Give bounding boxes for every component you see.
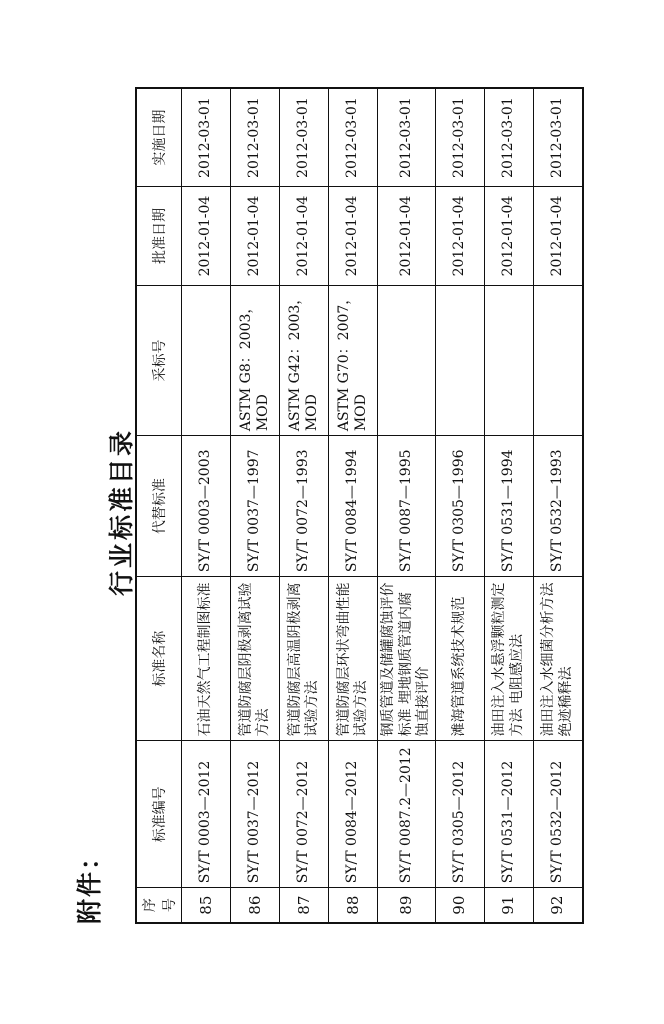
cell-adopted: ASTM G8：2003，MOD xyxy=(231,285,280,435)
cell-effective: 2012-03-01 xyxy=(533,88,583,187)
header-code: 标准编号 xyxy=(136,741,182,888)
cell-effective: 2012-03-01 xyxy=(484,88,533,187)
header-name: 标准名称 xyxy=(136,577,182,741)
cell-seq: 85 xyxy=(182,888,231,923)
cell-code: SY/T 0531—2012 xyxy=(484,741,533,888)
cell-name: 管道防腐层高温阴极剥离试验方法 xyxy=(280,577,329,741)
header-seq: 序号 xyxy=(136,888,182,923)
cell-adopted xyxy=(435,285,484,435)
cell-approval: 2012-01-04 xyxy=(231,187,280,286)
cell-adopted xyxy=(484,285,533,435)
cell-adopted xyxy=(533,285,583,435)
cell-effective: 2012-03-01 xyxy=(231,88,280,187)
table-row xyxy=(280,88,329,923)
cell-adopted: ASTM G70：2007，MOD xyxy=(329,285,378,435)
header-approval-date: 批准日期 xyxy=(136,187,182,286)
cell-seq: 91 xyxy=(484,888,533,923)
table-header-row xyxy=(136,88,182,923)
standards-table xyxy=(135,87,584,924)
cell-name: 钢质管道及储罐腐蚀评价标准 埋地钢质管道内腐蚀直接评价 xyxy=(378,577,436,741)
cell-code: SY/T 0072—2012 xyxy=(280,741,329,888)
cell-approval: 2012-01-04 xyxy=(378,187,436,286)
cell-approval: 2012-01-04 xyxy=(182,187,231,286)
cell-code: SY/T 0087.2—2012 xyxy=(378,741,436,888)
cell-code: SY/T 0037—2012 xyxy=(231,741,280,888)
cell-name: 油田注入水悬浮颗粒测定方法 电阻感应法 xyxy=(484,577,533,741)
cell-name: 管道防腐层环状弯曲性能试验方法 xyxy=(329,577,378,741)
table-row xyxy=(329,88,378,923)
table-row xyxy=(231,88,280,923)
cell-adopted: ASTM G42：2003，MOD xyxy=(280,285,329,435)
cell-seq: 88 xyxy=(329,888,378,923)
cell-seq: 92 xyxy=(533,888,583,923)
cell-name: 管道防腐层阴极剥离试验方法 xyxy=(231,577,280,741)
cell-seq: 89 xyxy=(378,888,436,923)
cell-effective: 2012-03-01 xyxy=(378,88,436,187)
cell-approval: 2012-01-04 xyxy=(435,187,484,286)
cell-replaces: SY/T 0084—1994 xyxy=(329,436,378,577)
cell-replaces: SY/T 0037—1997 xyxy=(231,436,280,577)
cell-name: 油田注入水细菌分析方法 绝迹稀释法 xyxy=(533,577,583,741)
cell-seq: 86 xyxy=(231,888,280,923)
cell-name: 滩海管道系统技术规范 xyxy=(435,577,484,741)
cell-effective: 2012-03-01 xyxy=(435,88,484,187)
cell-approval: 2012-01-04 xyxy=(533,187,583,286)
cell-code: SY/T 0305—2012 xyxy=(435,741,484,888)
cell-effective: 2012-03-01 xyxy=(329,88,378,187)
cell-adopted xyxy=(378,285,436,435)
cell-seq: 87 xyxy=(280,888,329,923)
cell-code: SY/T 0084—2012 xyxy=(329,741,378,888)
cell-adopted xyxy=(182,285,231,435)
cell-replaces: SY/T 0087—1995 xyxy=(378,436,436,577)
cell-approval: 2012-01-04 xyxy=(329,187,378,286)
attachment-label: 附件： xyxy=(75,842,104,924)
cell-seq: 90 xyxy=(435,888,484,923)
header-replaces: 代替标准 xyxy=(136,436,182,577)
page-title: 行业标准目录 xyxy=(107,428,136,597)
cell-effective: 2012-03-01 xyxy=(182,88,231,187)
cell-replaces: SY/T 0305—1996 xyxy=(435,436,484,577)
table-row xyxy=(182,88,231,923)
table-row xyxy=(378,88,436,923)
cell-replaces: SY/T 0531—1994 xyxy=(484,436,533,577)
cell-effective: 2012-03-01 xyxy=(280,88,329,187)
cell-code: SY/T 0532—2012 xyxy=(533,741,583,888)
cell-name: 石油天然气工程制图标准 xyxy=(182,577,231,741)
cell-replaces: SY/T 0532—1993 xyxy=(533,436,583,577)
table-row xyxy=(484,88,533,923)
cell-code: SY/T 0003—2012 xyxy=(182,741,231,888)
cell-approval: 2012-01-04 xyxy=(484,187,533,286)
cell-approval: 2012-01-04 xyxy=(280,187,329,286)
cell-replaces: SY/T 0072—1993 xyxy=(280,436,329,577)
table-row xyxy=(435,88,484,923)
header-effective-date: 实施日期 xyxy=(136,88,182,187)
header-adopted: 采标号 xyxy=(136,285,182,435)
cell-replaces: SY/T 0003—2003 xyxy=(182,436,231,577)
table-row xyxy=(533,88,583,923)
